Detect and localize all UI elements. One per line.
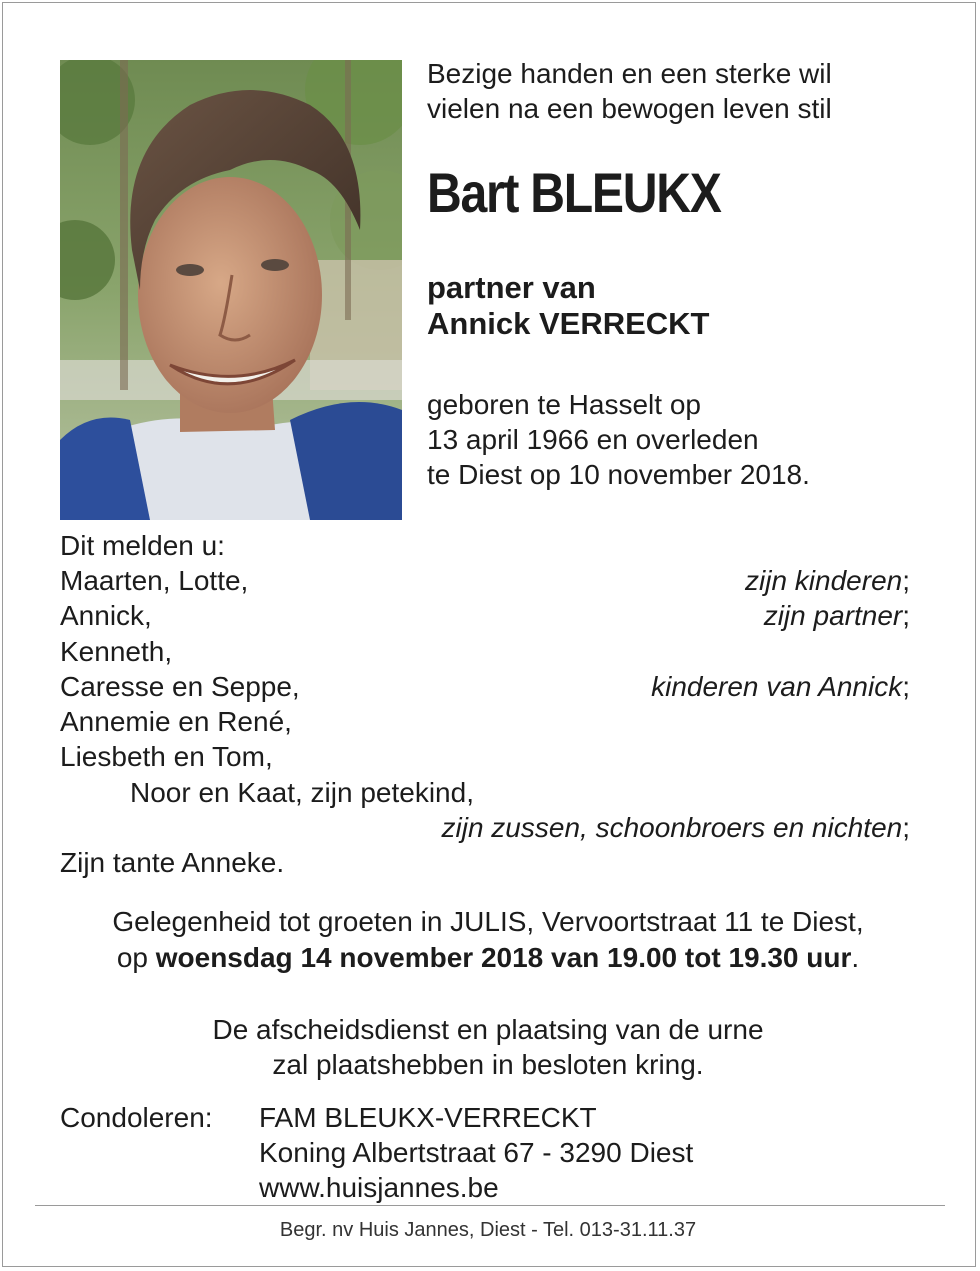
condolence-label: Condoleren:	[60, 1102, 213, 1133]
born-line: geboren te Hasselt op	[427, 389, 701, 420]
partner-label: partner van	[427, 270, 596, 305]
family-names: Annick,	[60, 600, 152, 631]
portrait-photo	[60, 60, 402, 520]
family-names: Liesbeth en Tom,	[60, 741, 273, 772]
family-row	[60, 775, 910, 810]
service-line: zal plaatshebben in besloten kring.	[272, 1049, 704, 1080]
family-relation: zijn zussen, schoonbroers en nichten;	[441, 812, 910, 843]
visitation-line: Gelegenheid tot groeten in JULIS, Vervoortstraat 11 te Diest,	[112, 906, 864, 937]
footer-divider	[35, 1205, 945, 1206]
service-line: De afscheidsdienst en plaatsing van de urne	[212, 1014, 764, 1045]
family-row	[60, 845, 910, 880]
family-relation: zijn partner;	[763, 600, 910, 631]
visitation-time: op woensdag 14 november 2018 van 19.00 tot 19.30 uur.	[116, 942, 860, 973]
deceased-name: Bart BLEUKX	[427, 161, 721, 224]
poem-quote	[427, 56, 832, 126]
condolence-family: FAM BLEUKX-VERRECKT	[259, 1102, 597, 1133]
condolence-website: www.huisjannes.be	[259, 1172, 499, 1203]
born-line: te Diest op 10 november 2018.	[427, 459, 810, 490]
family-relation: zijn kinderen;	[745, 565, 910, 596]
birth-death-info	[427, 387, 810, 492]
family-row	[60, 669, 910, 704]
family-row	[60, 634, 910, 669]
partner-block	[427, 270, 709, 342]
family-intro-row	[60, 528, 910, 563]
family-names: Caresse en Seppe,	[60, 671, 300, 702]
quote-line: vielen na een bewogen leven stil	[427, 93, 832, 124]
family-names: Noor en Kaat, zijn petekind,	[130, 777, 474, 808]
family-row	[60, 810, 910, 845]
family-row	[60, 704, 910, 739]
family-row	[60, 739, 910, 774]
family-row	[60, 598, 910, 633]
family-names: Zijn tante Anneke.	[60, 847, 285, 878]
family-row	[60, 563, 910, 598]
family-intro: Dit melden u:	[60, 530, 225, 561]
partner-name: Annick VERRECKT	[427, 306, 710, 341]
condolence-address: Koning Albertstraat 67 - 3290 Diest	[259, 1137, 694, 1168]
family-relation: kinderen van Annick;	[651, 671, 910, 702]
born-line: 13 april 1966 en overleden	[427, 424, 759, 455]
family-names: Annemie en René,	[60, 706, 292, 737]
family-names: Kenneth,	[60, 636, 173, 667]
quote-line: Bezige handen en een sterke wil	[427, 58, 832, 89]
family-names: Maarten, Lotte,	[60, 565, 249, 596]
funeral-home-footer: Begr. nv Huis Jannes, Diest - Tel. 013-31.11.37	[279, 1219, 697, 1241]
